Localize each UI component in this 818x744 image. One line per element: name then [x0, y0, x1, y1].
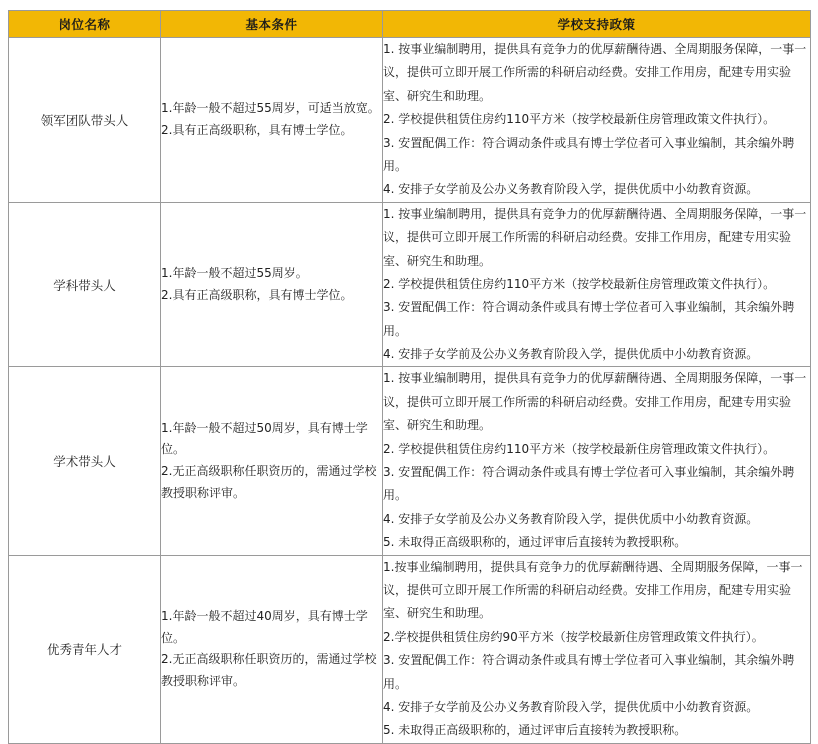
policy-line: 2. 学校提供租赁住房约110平方米（按学校最新住房管理政策文件执行）。 [383, 441, 776, 456]
policy-line: 4. 安排子女学前及公办义务教育阶段入学，提供优质中小幼教育资源。 [383, 511, 759, 526]
condition-line: 1.年龄一般不超过50周岁，具有博士学位。 [161, 420, 368, 457]
cell-conditions [161, 38, 383, 203]
cell-policies [383, 555, 811, 743]
policy-line: 3. 安置配偶工作：符合调动条件或具有博士学位者可入事业编制，其余编外聘用。 [383, 465, 795, 503]
policy-line: 1.按事业编制聘用，提供具有竞争力的优厚薪酬待遇、全周期服务保障，一事一议，提供可立即开展工作所需的科研启动经费。安排工作用房，配建专用实验室、研究生和助理。 [383, 559, 803, 621]
policy-line: 1. 按事业编制聘用，提供具有竞争力的优厚薪酬待遇、全周期服务保障，一事一议，提供可立即开展工作所需的科研启动经费。安排工作用房，配建专用实验室、研究生和助理。 [383, 42, 807, 103]
cell-policies [383, 367, 811, 555]
condition-line: 2.具有正高级职称，具有博士学位。 [161, 287, 353, 302]
header-row [9, 11, 811, 38]
cell-conditions [161, 367, 383, 555]
column-header-support-policy: 学校支持政策 [383, 11, 811, 38]
talent-policy-table [8, 10, 811, 744]
policy-line: 2.学校提供租赁住房约90平方米（按学校最新住房管理政策文件执行）。 [383, 629, 764, 644]
table-row [9, 38, 811, 203]
table-header [9, 11, 811, 38]
table-body [9, 38, 811, 744]
condition-line: 1.年龄一般不超过55周岁，可适当放宽。 [161, 101, 380, 116]
cell-policies [383, 202, 811, 367]
policy-line: 1. 按事业编制聘用，提供具有竞争力的优厚薪酬待遇、全周期服务保障，一事一议，提供可立即开展工作所需的科研启动经费。安排工作用房，配建专用实验室、研究生和助理。 [383, 371, 807, 433]
policy-line: 3. 安置配偶工作：符合调动条件或具有博士学位者可入事业编制，其余编外聘用。 [383, 300, 795, 338]
policy-line: 5. 未取得正高级职称的，通过评审后直接转为教授职称。 [383, 535, 687, 550]
policy-line: 2. 学校提供租赁住房约110平方米（按学校最新住房管理政策文件执行）。 [383, 276, 776, 291]
table-row [9, 367, 811, 555]
policy-line: 3. 安置配偶工作：符合调动条件或具有博士学位者可入事业编制，其余编外聘用。 [383, 653, 795, 691]
cell-post-name: 学术带头人 [9, 367, 161, 555]
policy-line: 4. 安排子女学前及公办义务教育阶段入学，提供优质中小幼教育资源。 [383, 699, 759, 714]
cell-post-name: 领军团队带头人 [9, 38, 161, 203]
policy-line: 2. 学校提供租赁住房约110平方米（按学校最新住房管理政策文件执行）。 [383, 112, 776, 127]
condition-line: 2.无正高级职称任职资历的，需通过学校教授职称评审。 [161, 464, 377, 500]
cell-conditions [161, 555, 383, 743]
table-row [9, 202, 811, 367]
policy-line: 3. 安置配偶工作：符合调动条件或具有博士学位者可入事业编制，其余编外聘用。 [383, 135, 795, 173]
column-header-basic-conditions: 基本条件 [161, 11, 383, 38]
table-row [9, 555, 811, 743]
policy-line: 5. 未取得正高级职称的，通过评审后直接转为教授职称。 [383, 723, 687, 738]
policy-line: 4. 安排子女学前及公办义务教育阶段入学，提供优质中小幼教育资源。 [383, 182, 759, 197]
condition-line: 1.年龄一般不超过40周岁，具有博士学位。 [161, 608, 368, 645]
condition-line: 2.具有正高级职称，具有博士学位。 [161, 122, 353, 137]
cell-policies [383, 38, 811, 203]
policy-line: 4. 安排子女学前及公办义务教育阶段入学，提供优质中小幼教育资源。 [383, 347, 759, 362]
policy-line: 1. 按事业编制聘用，提供具有竞争力的优厚薪酬待遇、全周期服务保障，一事一议，提供可立即开展工作所需的科研启动经费。安排工作用房，配建专用实验室、研究生和助理。 [383, 206, 807, 268]
condition-line: 1.年龄一般不超过55周岁。 [161, 266, 308, 280]
cell-post-name: 学科带头人 [9, 202, 161, 367]
condition-line: 2.无正高级职称任职资历的，需通过学校教授职称评审。 [161, 652, 377, 688]
cell-conditions [161, 202, 383, 367]
column-header-post-name: 岗位名称 [9, 11, 161, 38]
cell-post-name: 优秀青年人才 [9, 555, 161, 743]
